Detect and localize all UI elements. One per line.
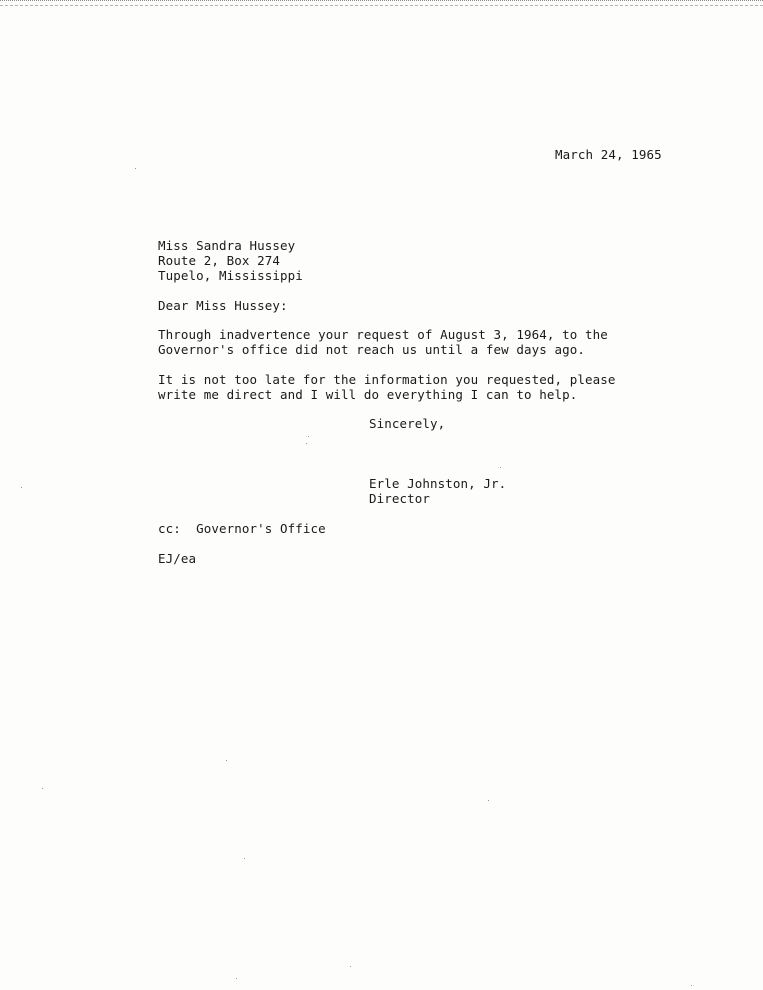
salutation: Dear Miss Hussey: [158,298,288,313]
scan-speck [500,467,501,468]
letter-date: March 24, 1965 [555,147,662,162]
typist-initials: EJ/ea [158,551,197,566]
scan-speck [244,858,245,859]
scan-speck [488,800,489,801]
body-paragraph-2-line-1: It is not too late for the information you requested, please [158,372,616,387]
scan-top-edge [0,0,763,6]
signature-title: Director [369,491,431,506]
scan-speck [135,168,136,169]
scan-speck [21,487,22,488]
body-paragraph-2-line-2: write me direct and I will do everything I can to help. [158,387,578,402]
recipient-name: Miss Sandra Hussey [158,238,296,253]
signature-name: Erle Johnston, Jr. [369,476,507,491]
scan-speck [350,966,351,967]
scan-speck [308,436,309,437]
cc-line: cc: Governor's Office [158,521,326,536]
body-paragraph-1-line-1: Through inadvertence your request of August 3, 1964, to the [158,327,608,342]
scan-speck [236,978,237,979]
scan-speck [306,443,307,444]
scan-speck [42,788,43,789]
scan-speck [226,760,227,761]
closing: Sincerely, [369,416,446,431]
recipient-address-line-1: Route 2, Box 274 [158,253,281,268]
body-paragraph-1-line-2: Governor's office did not reach us until a few days ago. [158,342,586,357]
recipient-address-line-2: Tupelo, Mississippi [158,268,303,283]
scan-speck [691,985,692,986]
